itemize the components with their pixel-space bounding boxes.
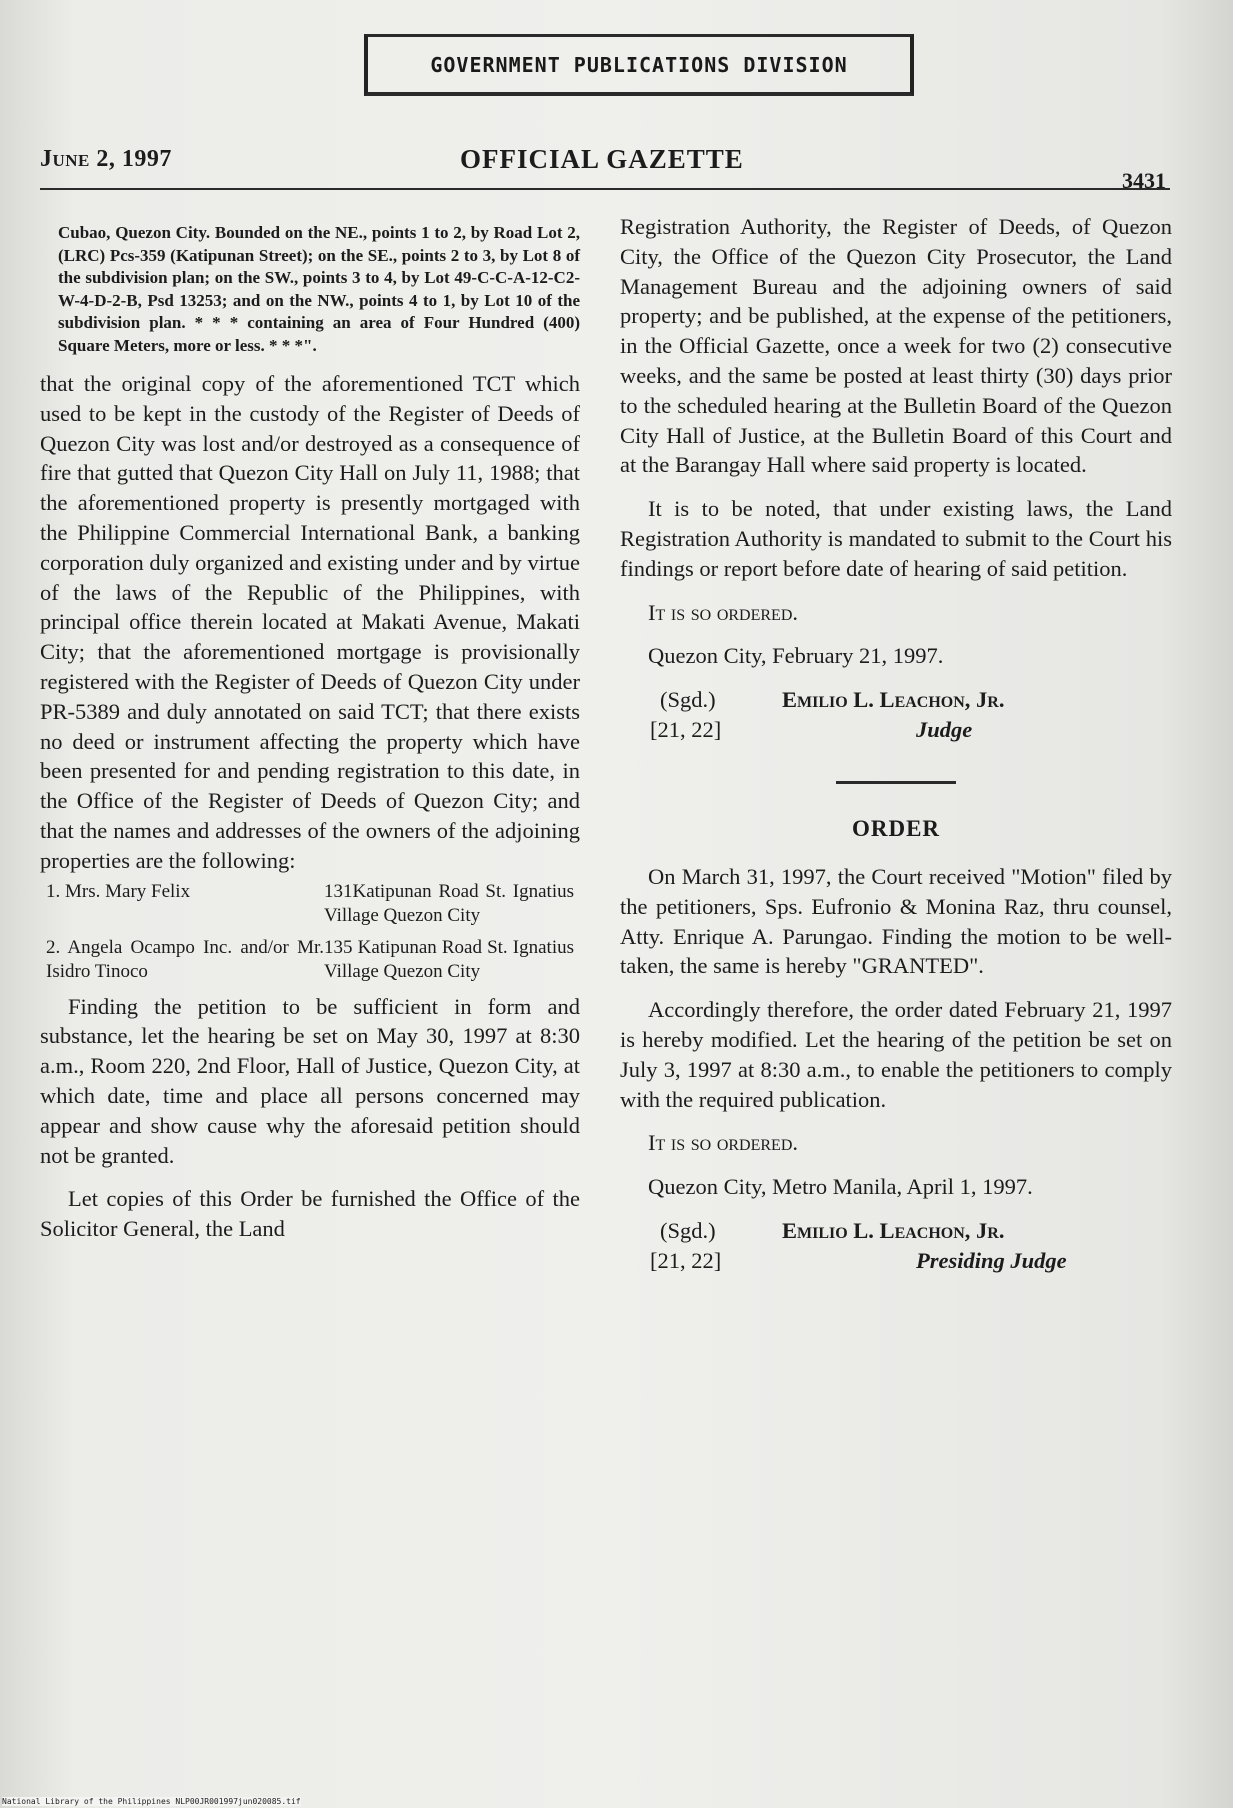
right-column: [620, 212, 1172, 1278]
furnish-continuation-paragraph: Registration Authority, the Register of Deeds, of Quezon City, the Office of the Quezon City Prosecutor, the Land Management Bureau and the adjoining owners of said property; and be published, at the expense of the petitioners, in the Official Gazette, once a week for two (2) consecutive weeks, and the same be posted at least thirty (30) days prior to the scheduled hearing at the Bulletin Board of the Quezon City Hall of Justice, at the Bulletin Board of this Court and at the Barangay Hall where said property is located.: [620, 214, 1172, 478]
signatory-name: Emilio L. Leachon, Jr.: [782, 687, 1005, 713]
list-item: [46, 880, 580, 928]
publications-division-stamp: GOVERNMENT PUBLICATIONS DIVISION: [364, 34, 914, 96]
modified-order-paragraph: Accordingly therefore, the order dated February 21, 1997 is hereby modified. Let the hearing of the petition be set on July 3, 1997 at 8:30 a.m., to enable the petitioners to comply with the required publication.: [620, 997, 1172, 1112]
page-header: [40, 140, 1170, 193]
copies-paragraph: Let copies of this Order be furnished the Office of the Solicitor General, the Land: [40, 1186, 580, 1242]
place-date-line: Quezon City, Metro Manila, April 1, 1997.: [648, 1174, 1033, 1200]
publication-title: OFFICIAL GAZETTE: [460, 144, 744, 174]
adjoining-owners-list: [46, 880, 580, 984]
section-divider: [836, 781, 956, 784]
place-date-line: Quezon City, February 21, 1997.: [648, 643, 944, 669]
header-rule: [40, 188, 1170, 190]
petition-body-paragraph: that the original copy of the aforementioned TCT which used to be kept in the custody of the Register of Deeds of Quezon City was lost and/or destroyed as a consequence of fire that gutted that Quezon City Hall on July 11, 1988; that the aforementioned property is presently mortgaged with the Philippine Commercial International Bank, a banking corporation duly organized and existing under and by virtue of the laws of the Republic of the Philippines, with principal office therein located at Makati Avenue, Makati City; that the aforementioned mortgage is provisionally registered with the Register of Deeds of Quezon City under PR-5389 and duly annotated on said TCT; that there exists no deed or instrument affecting the property which have been presented for and pending registration to this date, in the Office of the Register of Deeds of Quezon City; and that the names and addresses of the owners of the adjoining properties are the following:: [40, 371, 580, 873]
signatory-name: Emilio L. Leachon, Jr.: [782, 1217, 1005, 1243]
left-column: [40, 212, 580, 1244]
signed-mark: (Sgd.): [660, 687, 716, 713]
owner-name: 1. Mrs. Mary Felix: [46, 880, 191, 902]
so-ordered-text: It is so ordered.: [648, 599, 799, 625]
issue-date: June 2, 1997: [40, 146, 172, 172]
page-number: 3431: [1122, 168, 1166, 193]
owner-address: 135 Katipunan Road St. Ignatius Village Quezon City: [324, 936, 574, 982]
signatory-title: Presiding Judge: [916, 1247, 1067, 1273]
issue-citation: [21, 22]: [650, 1247, 722, 1273]
list-item: [46, 936, 580, 984]
owner-name: 2. Angela Ocampo Inc. and/or Mr. Isidro Tinoco: [46, 936, 324, 982]
signature-block: [620, 685, 1172, 747]
scan-footer: National Library of the Philippines NLP00JR001997jun020085.tif: [2, 1797, 301, 1806]
signed-mark: (Sgd.): [660, 1217, 716, 1243]
signatory-title: Judge: [916, 717, 973, 743]
owner-address: 131Katipunan Road St. Ignatius Village Quezon City: [324, 880, 574, 926]
signature-block: [620, 1216, 1172, 1278]
order-heading: ORDER: [851, 816, 941, 842]
noted-paragraph: It is to be noted, that under existing laws, the Land Registration Authority is mandated to submit to the Court his findings or report before date of hearing of said petition.: [620, 496, 1172, 581]
so-ordered-text: It is so ordered.: [648, 1130, 799, 1156]
hearing-paragraph: Finding the petition to be sufficient in form and substance, let the hearing be set on May 30, 1997 at 8:30 a.m., Room 220, 2nd Floor, Hall of Justice, Quezon City, at which date, time and place all persons concerned may appear and show cause why the aforesaid petition should not be granted.: [40, 993, 580, 1168]
motion-paragraph: On March 31, 1997, the Court received "Motion" filed by the petitioners, Sps. Eufronio & Monina Raz, thru counsel, Atty. Enrique A. Parungao. Finding the motion to be well-taken, the same is hereby "GRANTED".: [620, 863, 1172, 979]
property-description-quote: Cubao, Quezon City. Bounded on the NE., points 1 to 2, by Road Lot 2, (LRC) Pcs-359 (Katipunan Street); on the SE., points 2 to 3, by Lot 8 of the subdivision plan; on the SW., points 3 to 4, by Lot 49-C-C-A-12-C2-W-4-D-2-B, Psd 13253; and on the NW., points 4 to 1, by Lot 10 of the subdivision plan. * * * containing an area of Four Hundred (400) Square Meters, more or less. * * *".: [58, 223, 580, 355]
issue-citation: [21, 22]: [650, 717, 722, 743]
